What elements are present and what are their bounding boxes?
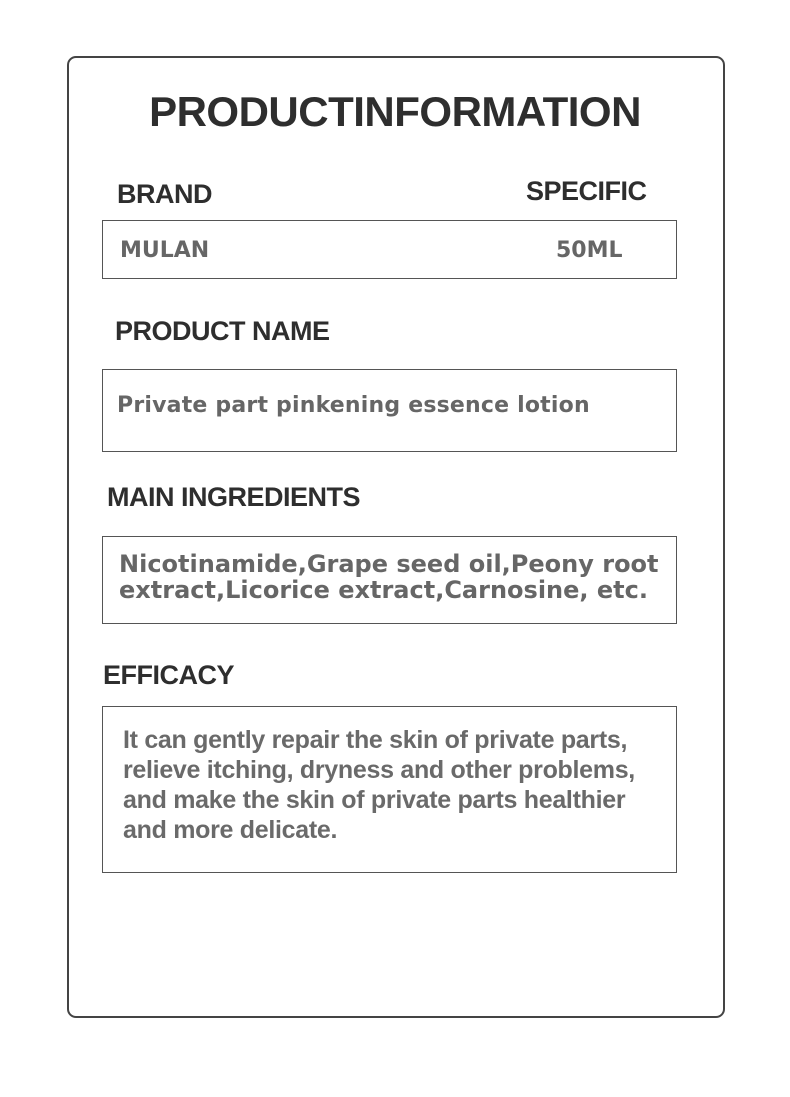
main-ingredients-box [102, 536, 677, 624]
ingredients-line-1: Nicotinamide,Grape seed oil,Peony root [119, 550, 659, 578]
efficacy-line-2: relieve itching, dryness and other problems, [123, 756, 635, 784]
brand-value: MULAN [120, 238, 210, 263]
page-title: PRODUCTINFORMATION [149, 88, 641, 135]
specific-label: SPECIFIC [526, 176, 647, 206]
efficacy-label: EFFICACY [103, 660, 234, 690]
efficacy-box [102, 706, 677, 873]
ingredients-line-2: extract,Licorice extract,Carnosine, etc. [119, 576, 648, 604]
product-name-value: Private part pinkening essence lotion [117, 393, 590, 418]
efficacy-line-4: and more delicate. [123, 816, 338, 844]
brand-specific-box [102, 220, 677, 279]
brand-label: BRAND [117, 179, 212, 209]
product-name-box [102, 369, 677, 452]
efficacy-line-3: and make the skin of private parts healthier [123, 786, 626, 814]
efficacy-line-1: It can gently repair the skin of private parts, [123, 726, 628, 754]
specific-value: 50ML [556, 238, 623, 263]
main-ingredients-label: MAIN INGREDIENTS [107, 482, 361, 512]
product-name-label: PRODUCT NAME [115, 316, 330, 346]
